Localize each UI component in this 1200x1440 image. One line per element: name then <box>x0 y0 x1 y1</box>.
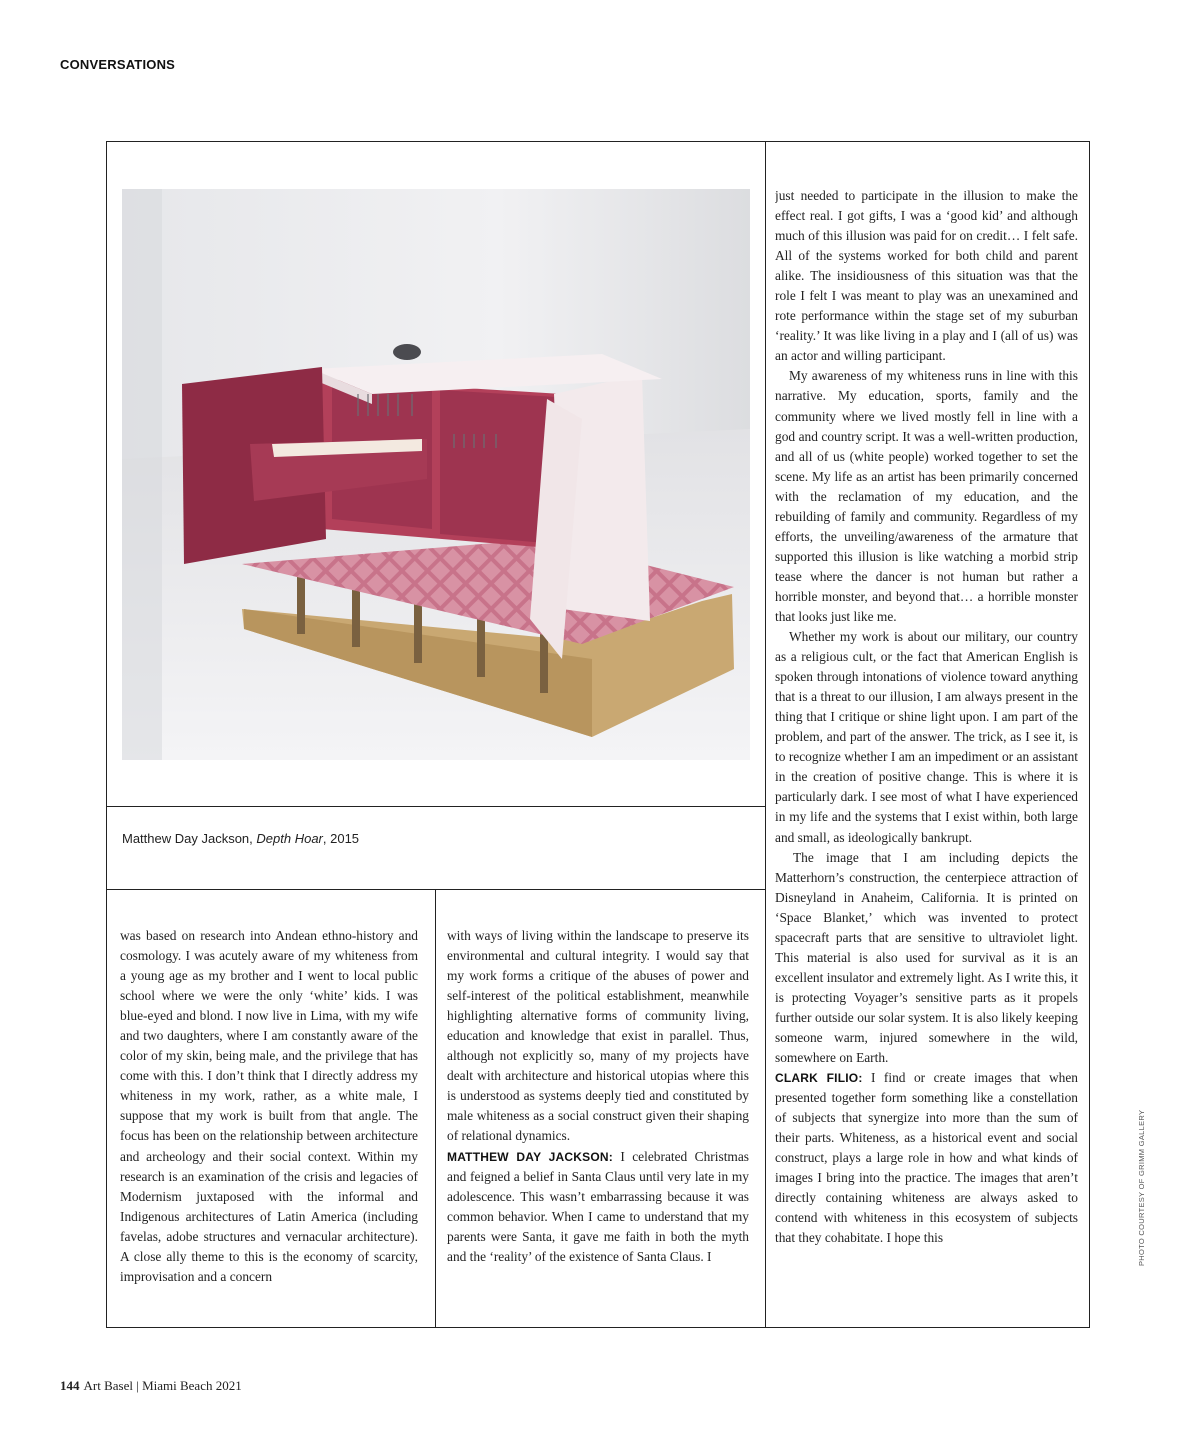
paragraph <box>447 1147 749 1267</box>
section-label: CONVERSATIONS <box>60 57 176 72</box>
paragraph: My awareness of my whiteness runs in line with this narrative. My education, sports, family and the community where we lived mostly fell in line with a god and country script. It was a well-written production, and all of us (white people) worked together to set the scene. My life as an artist has been primarily concerned with the reclamation of my education, and the rebuilding of family and community. Regardless of my efforts, the unveiling/awareness of the armature that supported this illusion is like watching a morbid strip tease where the dancer is not human but rather a horrible monster, and beyond that… a horrible monster that looks just like me. <box>775 368 1078 624</box>
caption-year: , 2015 <box>322 831 360 846</box>
paragraph: with ways of living within the landscape to preserve its environmental and cultural integrity. I would say that my work forms a critique of the abuses of power and self-interest of the political establishment, meanwhile highlighting alternative forms of community living, education and knowledge that exist in parallel. Thus, although not explicitly so, many of my projects have dealt with architecture and historical utopias where this is understood as systems deeply tied and constituted by male whiteness as a social construct given their shaping of relational dynamics. <box>447 928 749 1144</box>
column-divider-left <box>435 889 436 1328</box>
caption-title: Depth Hoar <box>256 831 323 846</box>
paragraph: was based on research into Andean ethno-history and cosmology. I was acutely aware of my whiteness from a young age as my brother and I went to local public school where we were the only ‘white’ kids. I was blue-eyed and blond. I now live in Lima, with my wife and two daughters, where I am constantly aware of the color of my skin, being male, and the privilege that has come with this. I don’t think that I directly address my whiteness in my work, rather, as a white male, I suppose that my work is built from that angle. The focus has been on the relationship between architecture and archeology and their social context. Within my research is an examination of the crisis and legacies of Modernism juxtaposed with the informal and Indigenous architectures of Latin America (including favelas, adobe structures and vernacular architecture). A close ally theme to this is the economy of scarcity, improvisation and a concern <box>120 928 418 1284</box>
text-column-1 <box>120 926 418 1311</box>
paragraph: Whether my work is about our military, our country as a religious cult, or the fact that American English is spoken through intonations of violence toward anything that is a threat to our illusion, I am always present in the thing that I critique or shine light upon. I am part of the problem, and part of the answer. The trick, as I see it, is to recognize whether I am an impediment or an assistant in the creation of positive change. This is where it is particularly dark. I see most of what I have experienced in my life and the systems that I exist within, both large and small, as ideologically bankrupt. <box>775 629 1078 845</box>
paragraph: just needed to participate in the illusion to make the effect real. I got gifts, I was a ‘good kid’ and although much of this illusion was paid for on credit… I felt safe. All of the systems worked for both child and parent alike. The insidiousness of this situation was that the role I felt I was meant to play was an unexamined and rote performance within the stage set of my suburban ‘reality.’ It was like living in a play and I (all of us) was an actor and willing participant. <box>775 188 1078 364</box>
column-divider-right <box>765 141 766 1328</box>
artwork-photo <box>122 189 750 760</box>
publication-name: Art Basel | Miami Beach 2021 <box>83 1378 242 1393</box>
speaker-name: CLARK FILIO: <box>775 1071 863 1086</box>
speaker-text: I celebrated Christmas and feigned a belief in Santa Claus until very late in my adolescence. This wasn’t embarrassing because it was common behavior. When I came to understand that my parents were Santa, it gave me faith in both the myth and the ‘reality’ of the existence of Santa Claus. I <box>447 1148 749 1264</box>
figure-top-rule <box>106 806 765 807</box>
speaker-name: MATTHEW DAY JACKSON: <box>447 1149 613 1164</box>
caption-artist: Matthew Day Jackson, <box>122 831 253 846</box>
speaker-text: I find or create images that when presented together form something like a constellation of subjects that synergize into more than the sum of their parts. Whiteness, as a historical event and social construct, plays a large role in how and what kinds of images I bring into the practice. The images that aren’t directly containing whiteness are always asked to contend with whiteness in this ecosystem of subjects that they cohabitate. I hope this <box>775 1070 1078 1246</box>
photo-credit: PHOTO COURTESY OF GRIMM GALLERY <box>1137 1109 1146 1266</box>
paragraph <box>775 1068 1078 1248</box>
text-column-3 <box>775 186 1078 1311</box>
cabinet-sculpture-image <box>122 189 750 760</box>
figure-caption <box>122 831 359 846</box>
paragraph: The image that I am including depicts the Matterhorn’s construction, the centerpiece attraction of Disneyland in Anaheim, California. It is printed on ‘Space Blanket,’ which was invented to protect spacecraft parts that are sensitive to ultraviolet light. This material is also used for survival as it is an excellent insulator and extremely light. As I write this, it is protecting Voyager’s sensitive parts as it propels further outside our solar system. It is also likely keeping someone warm, injured somewhere in the wild, somewhere on Earth. <box>775 849 1078 1066</box>
page-number: 144 <box>60 1378 80 1393</box>
page-footer <box>60 1378 242 1394</box>
text-column-2 <box>447 926 749 1311</box>
